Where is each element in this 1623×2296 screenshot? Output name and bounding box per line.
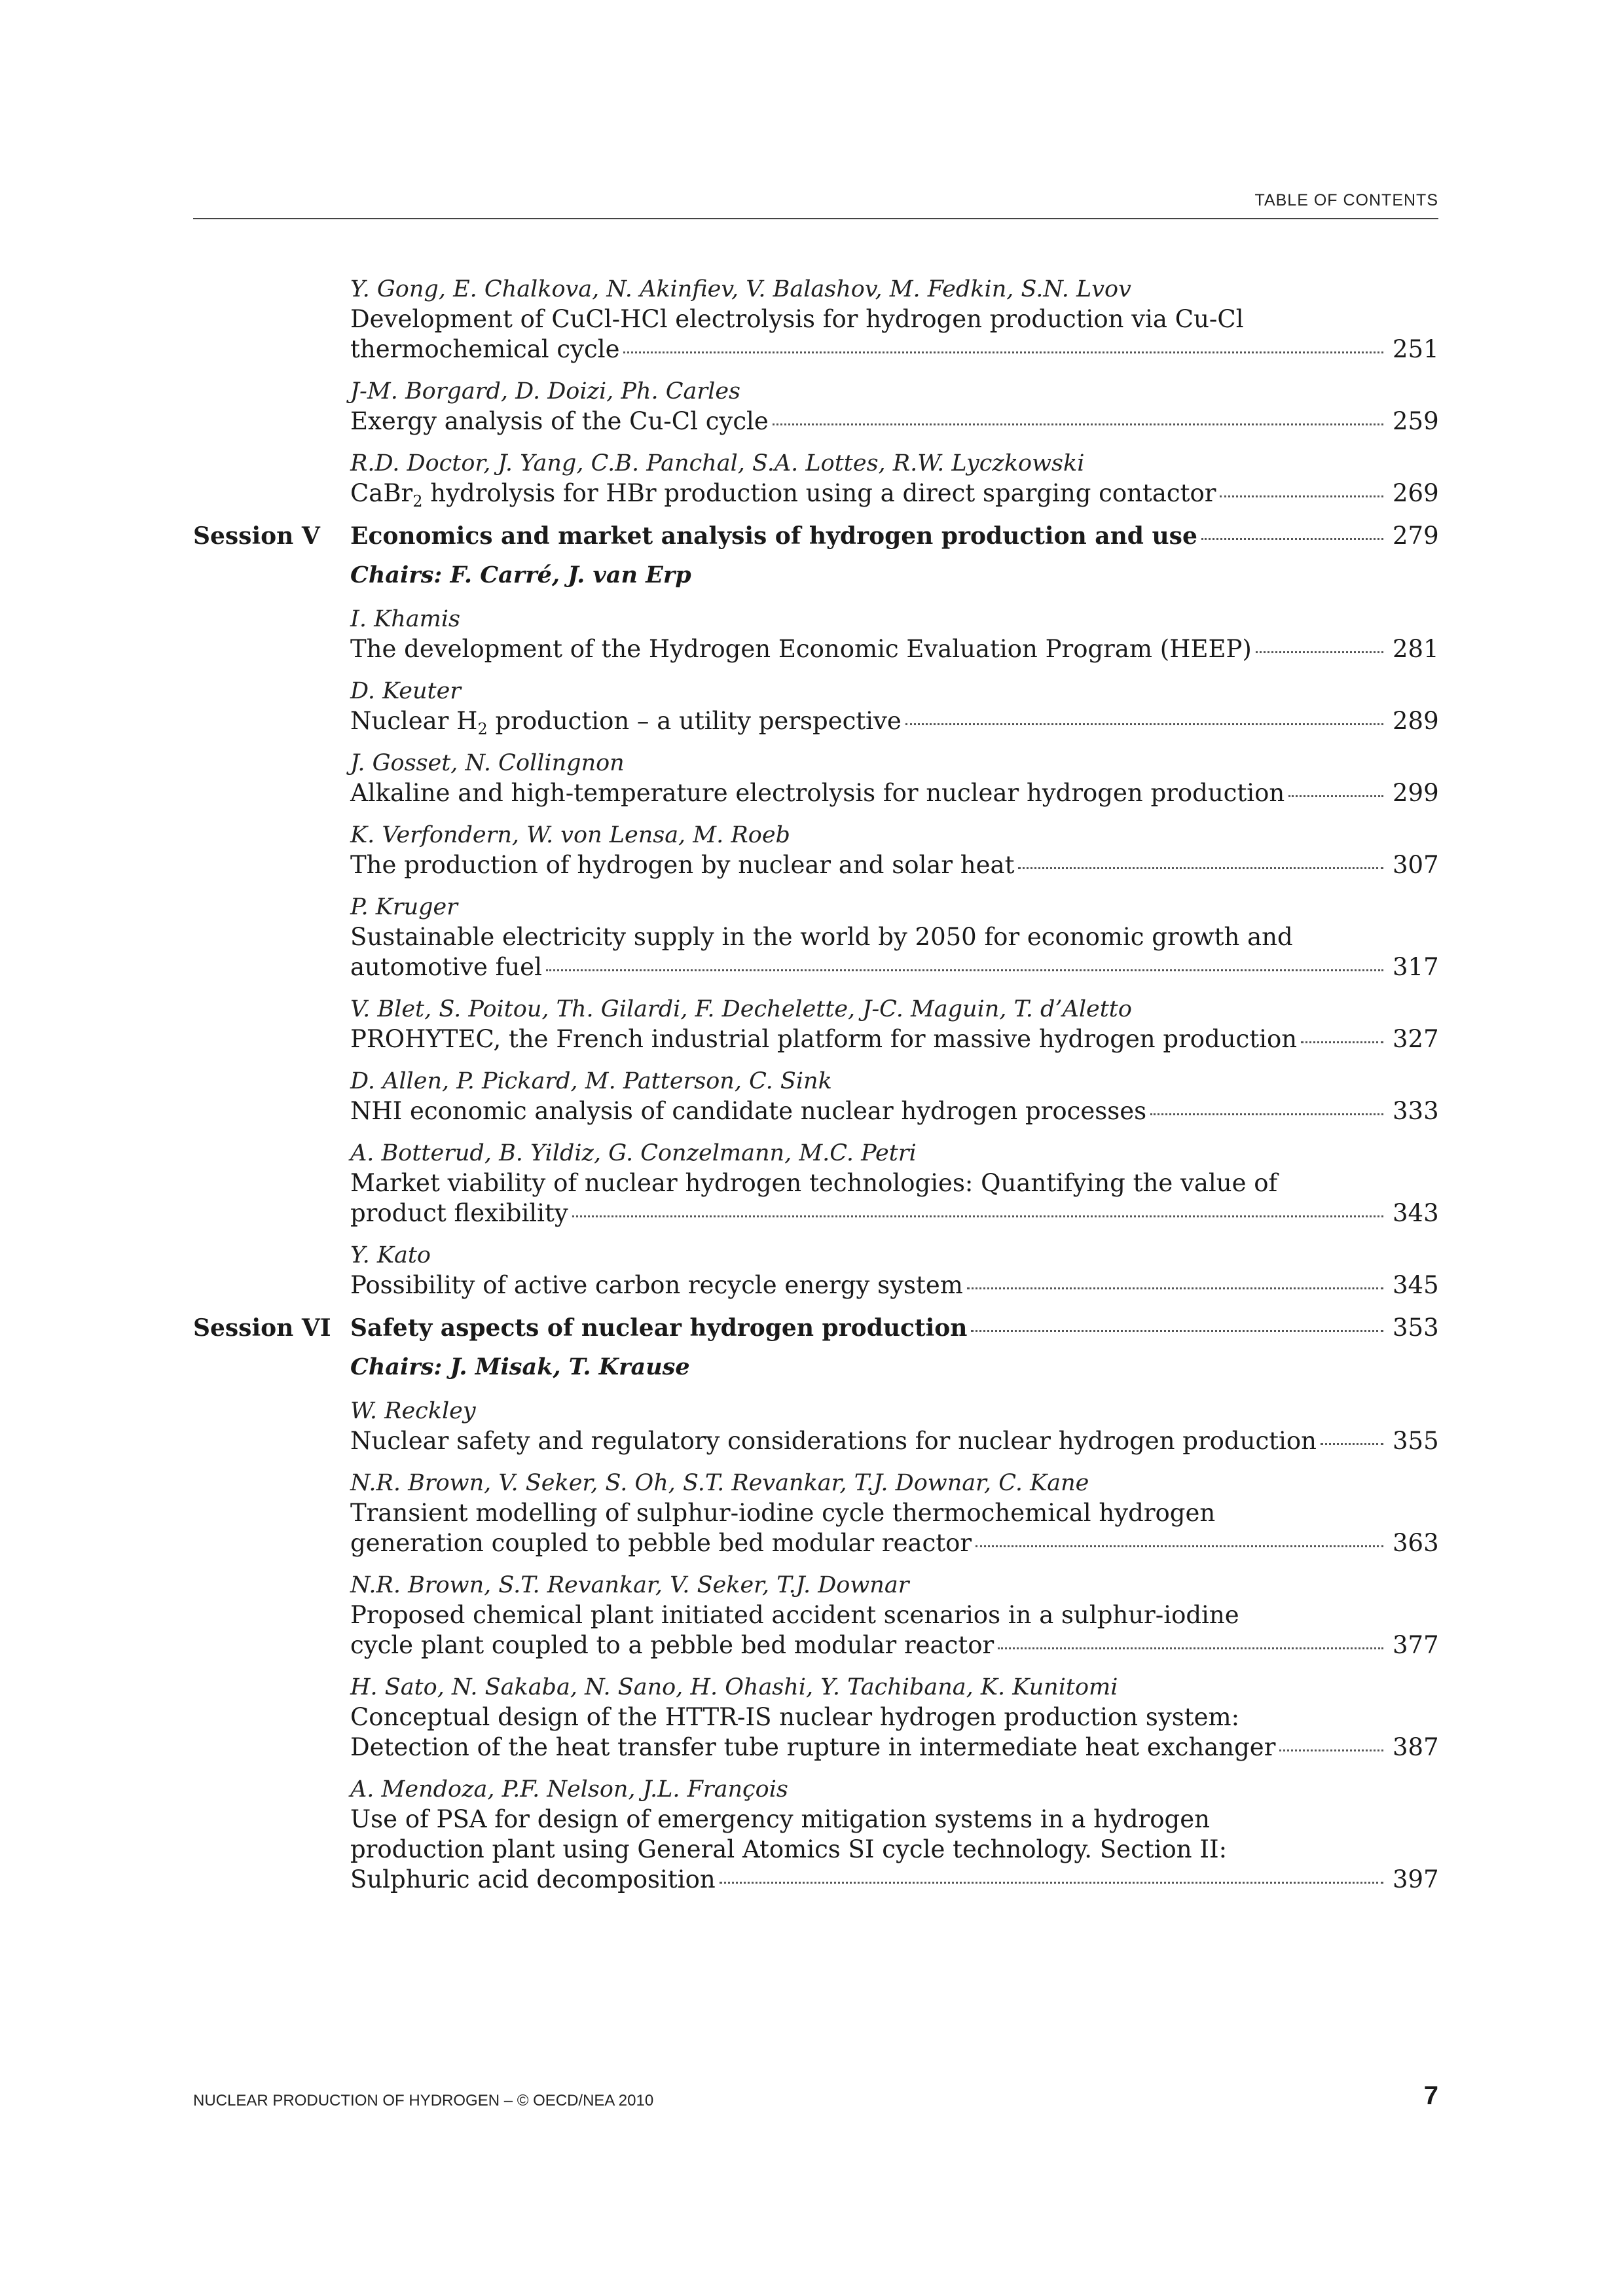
session-page: 353 [1393, 1314, 1439, 1342]
dot-leader [1301, 1041, 1383, 1043]
entry-title: Alkaline and high-temperature electrolysis for nuclear hydrogen production [350, 779, 1285, 807]
entry-title: The production of hydrogen by nuclear and solar heat [350, 851, 1015, 879]
entry-title-row [350, 1630, 1438, 1660]
entry-page: 281 [1393, 635, 1439, 663]
dot-leader [773, 423, 1383, 425]
entry-title-line: Development of CuCl-HCl electrolysis for hydrogen production via Cu-Cl [350, 305, 1244, 333]
entry-authors: R.D. Doctor, J. Yang, C.B. Panchal, S.A. Lottes, R.W. Lyczkowski [350, 450, 1085, 476]
footer-publication: NUCLEAR PRODUCTION OF HYDROGEN – © OECD/NEA 2010 [193, 2092, 654, 2109]
session-chairs: Chairs: J. Misak, T. Krause [350, 1354, 690, 1380]
toc-entry [193, 449, 1438, 509]
entry-title [350, 706, 902, 736]
session-label: Session VI [193, 1314, 331, 1342]
toc-entry [193, 1397, 1438, 1456]
entry-title [350, 478, 1216, 509]
dot-leader [546, 969, 1383, 971]
dot-leader [720, 1882, 1383, 1884]
session-title: Safety aspects of nuclear hydrogen production [350, 1314, 968, 1342]
entry-title-row [350, 1198, 1438, 1229]
entry-page: 397 [1393, 1865, 1439, 1893]
entry-title: Nuclear safety and regulatory considerations for nuclear hydrogen production [350, 1427, 1317, 1455]
entry-page: 343 [1393, 1199, 1439, 1227]
header-rule [193, 218, 1438, 219]
entry-authors: V. Blet, S. Poitou, Th. Gilardi, F. Dechelette, J-C. Maguin, T. d’Aletto [350, 996, 1132, 1022]
entry-page: 377 [1393, 1631, 1439, 1659]
dot-leader [967, 1287, 1383, 1289]
entry-page: 333 [1393, 1097, 1439, 1125]
entry-title-pre: Nuclear H [350, 707, 478, 735]
entry-title-line: Transient modelling of sulphur-iodine cycle thermochemical hydrogen [350, 1499, 1216, 1527]
entry-authors: J-M. Borgard, D. Doizi, Ph. Carles [350, 378, 740, 404]
entry-title-row [350, 1024, 1438, 1054]
entry-authors: N.R. Brown, V. Seker, S. Oh, S.T. Revankar, T.J. Downar, C. Kane [350, 1470, 1089, 1496]
entry-page: 269 [1393, 479, 1439, 507]
entry-title-line: Conceptual design of the HTTR-IS nuclear hydrogen production system: [350, 1703, 1240, 1731]
subscript: 2 [412, 492, 423, 511]
session-title-row [350, 1313, 1438, 1343]
entry-title-row [350, 1096, 1438, 1126]
entry-title: Exergy analysis of the Cu-Cl cycle [350, 407, 769, 435]
entry-title-line: Use of PSA for design of emergency mitigation systems in a hydrogen [350, 1805, 1210, 1833]
dot-leader [572, 1215, 1383, 1217]
entry-authors: A. Mendoza, P.F. Nelson, J.L. François [350, 1776, 788, 1803]
entry-page: 317 [1393, 953, 1439, 981]
dot-leader [1256, 651, 1383, 653]
entry-page: 299 [1393, 779, 1439, 807]
dot-leader [976, 1545, 1383, 1547]
entry-authors: N.R. Brown, S.T. Revankar, V. Seker, T.J. Downar [350, 1572, 909, 1598]
session-heading [193, 521, 1438, 551]
entry-authors: A. Botterud, B. Yildiz, G. Conzelmann, M.C. Petri [350, 1140, 917, 1166]
dot-leader [1288, 795, 1383, 797]
subscript: 2 [477, 720, 488, 738]
entry-authors: P. Kruger [350, 894, 458, 920]
toc-entry [193, 1139, 1438, 1229]
entry-authors: Y. Gong, E. Chalkova, N. Akinfiev, V. Balashov, M. Fedkin, S.N. Lvov [350, 276, 1131, 302]
entry-page: 327 [1393, 1025, 1439, 1053]
dot-leader [1018, 867, 1383, 869]
toc-entry [193, 1775, 1438, 1895]
entry-title-row [350, 406, 1438, 437]
entry-page: 251 [1393, 335, 1439, 363]
dot-leader [1150, 1113, 1383, 1115]
session-page: 279 [1393, 522, 1439, 550]
session-title: Economics and market analysis of hydrogen production and use [350, 522, 1197, 550]
entry-authors: J. Gosset, N. Collingnon [350, 750, 625, 776]
page-number: 7 [1423, 2081, 1438, 2110]
table-of-contents [193, 275, 1438, 1907]
toc-entry [193, 749, 1438, 808]
toc-entry [193, 1469, 1438, 1558]
entry-title-row [350, 334, 1438, 365]
dot-leader [1279, 1749, 1383, 1751]
toc-entry [193, 677, 1438, 736]
toc-entry [193, 605, 1438, 664]
entry-title-row [350, 1426, 1438, 1456]
entry-title-row [350, 1528, 1438, 1558]
entry-title: automotive fuel [350, 953, 542, 981]
toc-entry [193, 377, 1438, 437]
entry-title-pre: CaBr [350, 479, 413, 507]
entry-title: PROHYTEC, the French industrial platform for massive hydrogen production [350, 1025, 1298, 1053]
entry-page: 345 [1393, 1271, 1439, 1299]
entry-title-row [350, 1732, 1438, 1763]
dot-leader [623, 351, 1383, 353]
entry-title: thermochemical cycle [350, 335, 620, 363]
entry-authors: D. Allen, P. Pickard, M. Patterson, C. Sink [350, 1068, 832, 1094]
entry-title: Detection of the heat transfer tube rupture in intermediate heat exchanger [350, 1733, 1276, 1761]
entry-page: 289 [1393, 707, 1439, 735]
toc-entry [193, 1067, 1438, 1126]
dot-leader [1201, 538, 1383, 540]
entry-title: product flexibility [350, 1199, 568, 1227]
entry-title-post: production – a utility perspective [487, 707, 902, 735]
entry-authors: Y. Kato [350, 1242, 431, 1268]
entry-title: NHI economic analysis of candidate nuclear hydrogen processes [350, 1097, 1147, 1125]
entry-page: 355 [1393, 1427, 1439, 1455]
toc-entry [193, 995, 1438, 1054]
session-title-row [350, 521, 1438, 551]
entry-title-post: hydrolysis for HBr production using a direct sparging contactor [422, 479, 1216, 507]
session-heading [193, 1313, 1438, 1343]
entry-title-line: production plant using General Atomics SI cycle technology. Section II: [350, 1835, 1228, 1863]
entry-title-line: Market viability of nuclear hydrogen technologies: Quantifying the value of [350, 1169, 1278, 1197]
entry-title-row [350, 634, 1438, 664]
entry-title-row [350, 778, 1438, 808]
entry-title-row [350, 706, 1438, 736]
session-label: Session V [193, 522, 320, 550]
entry-title-row [350, 952, 1438, 982]
entry-page: 307 [1393, 851, 1439, 879]
toc-entry [193, 893, 1438, 982]
running-title: TABLE OF CONTENTS [1254, 191, 1438, 209]
entry-title-row [350, 850, 1438, 880]
dot-leader [998, 1647, 1383, 1649]
entry-title-line: Sustainable electricity supply in the world by 2050 for economic growth and [350, 923, 1293, 951]
dot-leader [1220, 495, 1383, 497]
entry-title-row [350, 1270, 1438, 1300]
entry-authors: K. Verfondern, W. von Lensa, M. Roeb [350, 822, 790, 848]
toc-entry [193, 275, 1438, 365]
entry-title: cycle plant coupled to a pebble bed modular reactor [350, 1631, 994, 1659]
entry-title-row [350, 1865, 1438, 1895]
entry-authors: I. Khamis [350, 606, 460, 632]
toc-entry [193, 821, 1438, 880]
entry-title: The development of the Hydrogen Economic Evaluation Program (HEEP) [350, 635, 1252, 663]
entry-authors: W. Reckley [350, 1398, 476, 1424]
toc-entry [193, 1241, 1438, 1300]
toc-entry [193, 1571, 1438, 1660]
toc-entry [193, 1673, 1438, 1763]
entry-title: generation coupled to pebble bed modular reactor [350, 1529, 972, 1557]
entry-title: Sulphuric acid decomposition [350, 1865, 716, 1893]
entry-page: 363 [1393, 1529, 1439, 1557]
dot-leader [905, 723, 1383, 725]
entry-authors: H. Sato, N. Sakaba, N. Sano, H. Ohashi, Y. Tachibana, K. Kunitomi [350, 1674, 1118, 1700]
entry-title: Possibility of active carbon recycle energy system [350, 1271, 963, 1299]
entry-page: 387 [1393, 1733, 1439, 1761]
session-chairs: Chairs: F. Carré, J. van Erp [350, 562, 691, 588]
dot-leader [1321, 1443, 1383, 1445]
dot-leader [971, 1330, 1383, 1332]
entry-authors: D. Keuter [350, 678, 462, 704]
entry-title-line: Proposed chemical plant initiated accident scenarios in a sulphur-iodine [350, 1601, 1239, 1629]
entry-title-row [350, 478, 1438, 509]
entry-page: 259 [1393, 407, 1439, 435]
